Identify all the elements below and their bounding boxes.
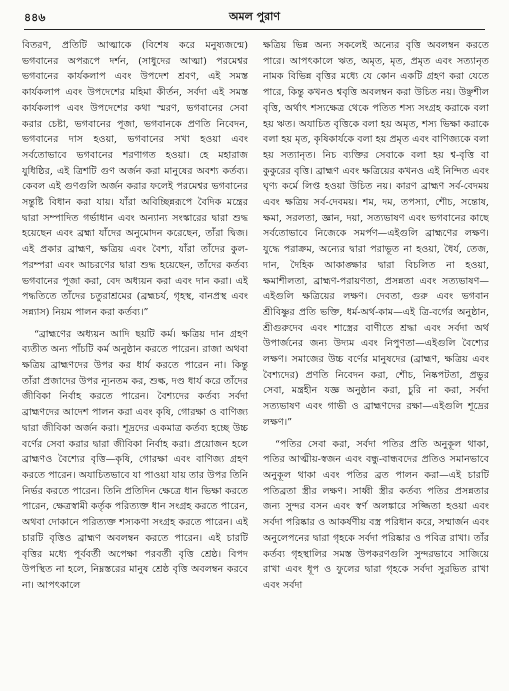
- left-column: [22, 38, 248, 678]
- paragraph: “পতির সেবা করা, সর্বদা পতির প্রতি অনুকূল থাকা, পতির আত্মীয়-স্বজন এবং বন্ধু-বান্ধবদের প্রতিও সমানভাবে অনুকূল থাকা এবং পতির ব্রত পালন করা—এই চারটি পতিব্রতা স্ত্রীর লক্ষণ। সাধ্বী স্ত্রীর কর্তব্য পতির প্রসন্নতার জন্য সুন্দর বসন এবং স্বর্ণ অলঙ্কারে সজ্জিতা হওয়া এবং সর্বদা পরিষ্কার ও আকর্ষণীয় বস্ত্র পরিধান করে, সম্মার্জন এবং অনুলেপনের দ্বারা গৃহকে সর্বদা পরিষ্কার ও পবিত্র রাখা। তাঁর কর্তব্য গৃহস্থালির সমস্ত উপকরণগুলি সুন্দরভাবে সাজিয়ে রাখা এবং ধূপ ও ফুলের দ্বারা গৃহকে সর্বদা সুরভিত রাখা এবং সর্বদা: [263, 438, 489, 591]
- right-column: [263, 38, 489, 678]
- running-header: [24, 8, 485, 26]
- running-title: অমল পুরাণ: [228, 9, 281, 23]
- paragraph: “ব্রাহ্মণের অধ্যয়ন আদি ছয়টি কর্ম। ক্ষত্রিয় দান গ্রহণ ব্যতীত অন্য পাঁচটি কর্ম অনুষ্ঠান করতে পারেন। রাজা অথবা ক্ষত্রিয় ব্রাহ্মণদের উপর কর ধার্য করতে পারেন না। কিন্তু তাঁরা প্রজাদের উপর ন্যূনতম কর, শুল্ক, দণ্ড ধার্য করে তাঁদের জীবিকা নির্বাহ করতে পারেন। বৈশ্যদের কর্তব্য সর্বদা ব্রাহ্মণদের আদেশ পালন করা এবং কৃষি, গোরক্ষা ও বাণিজ্য দ্বারা জীবিকা অর্জন করা। শূদ্রদের একমাত্র কর্তব্য হচ্ছে উচ্চ বর্ণের সেবা করার দ্বারা জীবিকা নির্বাহ করা। প্রয়োজন হলে ব্রাহ্মণও বৈশ্যের বৃত্তি—কৃষি, গোরক্ষা এবং বাণিজ্য গ্রহণ করতে পারেন। অযাচিতভাবে যা পাওয়া যায় তার উপর তিনি নির্ভর করতে পারেন। তিনি প্রতিদিন ক্ষেত্রে ধান ভিক্ষা করতে পারেন, ক্ষেত্রস্বামী কর্তৃক পরিত্যক্ত ধান সংগ্রহ করতে পারেন, অথবা দোকানে পরিত্যক্ত শস্যকণা সংগ্রহ করতে পারেন। এই চারটি বৃত্তিও ব্রাহ্মণ অবলম্বন করতে পারেন। এই চারটি বৃত্তির মধ্যে পূর্ববর্তী অপেক্ষা পরবর্তী বৃত্তি শ্রেষ্ঠ। বিপদ উপস্থিত না হলে, নিম্নস্তরের মানুষ শ্রেষ্ঠ বৃত্তি অবলম্বন করবে না। আপৎকালে: [22, 328, 248, 591]
- paragraph: বিতরণ, প্রতিটি আত্মাকে (বিশেষ করে মনুষ্যজন্মে) ভগবানের অপরূপে দর্শন, (সাধুদের আত্মা) পরমেশ্বর ভগবানের কার্যকলাপ এবং উপদেশ শ্রবণ, এই সমস্ত কার্যকলাপ এবং উপদেশের মহিমা কীর্তন, সর্বদা এই সমস্ত কার্যকলাপ এবং উপদেশের কথা স্মরণ, ভগবানের সেবা করার চেষ্টা, ভগবানের পূজা, ভগবানকে প্রণতি নিবেদন, ভগবানের দাস হওয়া, ভগবানের সখা হওয়া এবং সর্বতোভাবে ভগবানের শরণাগত হওয়া। হে মহারাজ যুধিষ্ঠির, এই ত্রিশটি গুণ অর্জন করা মানুষের অবশ্য কর্তব্য। কেবল এই গুণগুলি অর্জন করার ফলেই পরমেশ্বর ভগবানের সন্তুষ্টি বিধান করা যায়। যাঁরা অবিচ্ছিন্নরূপে বৈদিক মন্ত্রের দ্বারা সম্পাদিত গর্ভাধান এবং অন্যান্য সংস্কারের দ্বারা শুদ্ধ হয়েছেন এবং ব্রহ্মা যাঁদের অনুমোদন করেছেন, তাঁরা দ্বিজ। এই প্রকার ব্রাহ্মণ, ক্ষত্রিয় এবং বৈশ্য, যাঁরা তাঁদের কুল-পরম্পরা এবং আচরণের দ্বারা শুদ্ধ হয়েছেন, তাঁদের কর্তব্য ভগবানের পূজা করা, বেদ অধ্যয়ন করা এবং দান করা। এই পদ্ধতিতে তাঁদের চতুরাশ্রমের (ব্রহ্মচর্য, গৃহস্থ, বানপ্রস্থ এবং সন্ন্যাস) নিয়ম পালন করা কর্তব্য।”: [22, 40, 248, 318]
- header-rule: [24, 29, 485, 30]
- paragraph: ক্ষত্রিয় ভিন্ন অন্য সকলেই অন্যের বৃত্তি অবলম্বন করতে পারে। আপৎকালে ঋত, অমৃত, মৃত, প্রমৃত এবং সত্যানৃত নামক বিভিন্ন বৃত্তির মধ্যে যে কোন একটি গ্রহণ করা যেতে পারে, কিন্তু কখনও শ্ববৃত্তি অবলম্বন করা উচিত নয়। উঞ্ছশীল বৃত্তি, অর্থাৎ শস্যক্ষেত্র থেকে পতিত শস্য সংগ্রহ করাকে বলা হয় ঋত। অযাচিত বৃত্তিকে বলা হয় অমৃত, শস্য ভিক্ষা করাকে বলা হয় মৃত, কৃষিকার্যকে বলা হয় প্রমৃত এবং বাণিজ্যকে বলা হয় সত্যানৃত। নিচ ব্যক্তির সেবাকে বলা হয় শ্ব-বৃত্তি বা কুকুরের বৃত্তি। ব্রাহ্মণ এবং ক্ষত্রিয়ের কখনও এই নিন্দিত এবং ঘৃণ্য কর্মে লিপ্ত হওয়া উচিত নয়। কারণ ব্রাহ্মণ সর্ব-বেদময় এবং ক্ষত্রিয় সর্ব-দেবময়। শম, দম, তপস্যা, শৌচ, সন্তোষ, ক্ষমা, সরলতা, জ্ঞান, দয়া, সত্যভাষণ এবং ভগবানের কাছে সর্বতোভাবে নিজেকে সমর্পণ—এইগুলি ব্রাহ্মণের লক্ষণ। যুদ্ধে পরাক্রম, অন্যের দ্বারা পরাভূত না হওয়া, ধৈর্য, তেজ, দান, দৈহিক আকাঙ্ক্ষার দ্বারা বিচলিত না হওয়া, ক্ষমাশীলতা, ব্রাহ্মণ-পরায়ণতা, প্রসন্নতা এবং সত্যভাষণ—এইগুলি ক্ষত্রিয়ের লক্ষণ। দেবতা, গুরু এবং ভগবান শ্রীবিষ্ণুর প্রতি ভক্তি, ধর্ম-অর্থ-কাম—এই ত্রি-বর্গের অনুষ্ঠান, শ্রীগুরুদেব এবং শাস্ত্রের বাণীতে শ্রদ্ধা এবং সর্বদা অর্থ উপার্জনের জন্য উদ্যম এবং নিপুণতা—এইগুলি বৈশ্যের লক্ষণ। সমাজের উচ্চ বর্ণের মানুষদের (ব্রাহ্মণ, ক্ষত্রিয় এবং বৈশ্যদের) প্রণতি নিবেদন করা, শৌচ, নিষ্কপটতা, প্রভুর সেবা, মন্ত্রহীন যজ্ঞ অনুষ্ঠান করা, চুরি না করা, সর্বদা সত্যভাষণ এবং গাভী ও ব্রাহ্মণদের রক্ষা—এইগুলি শূদ্রের লক্ষণ।”: [263, 40, 489, 428]
- page-number: ৪৪৬: [24, 11, 46, 24]
